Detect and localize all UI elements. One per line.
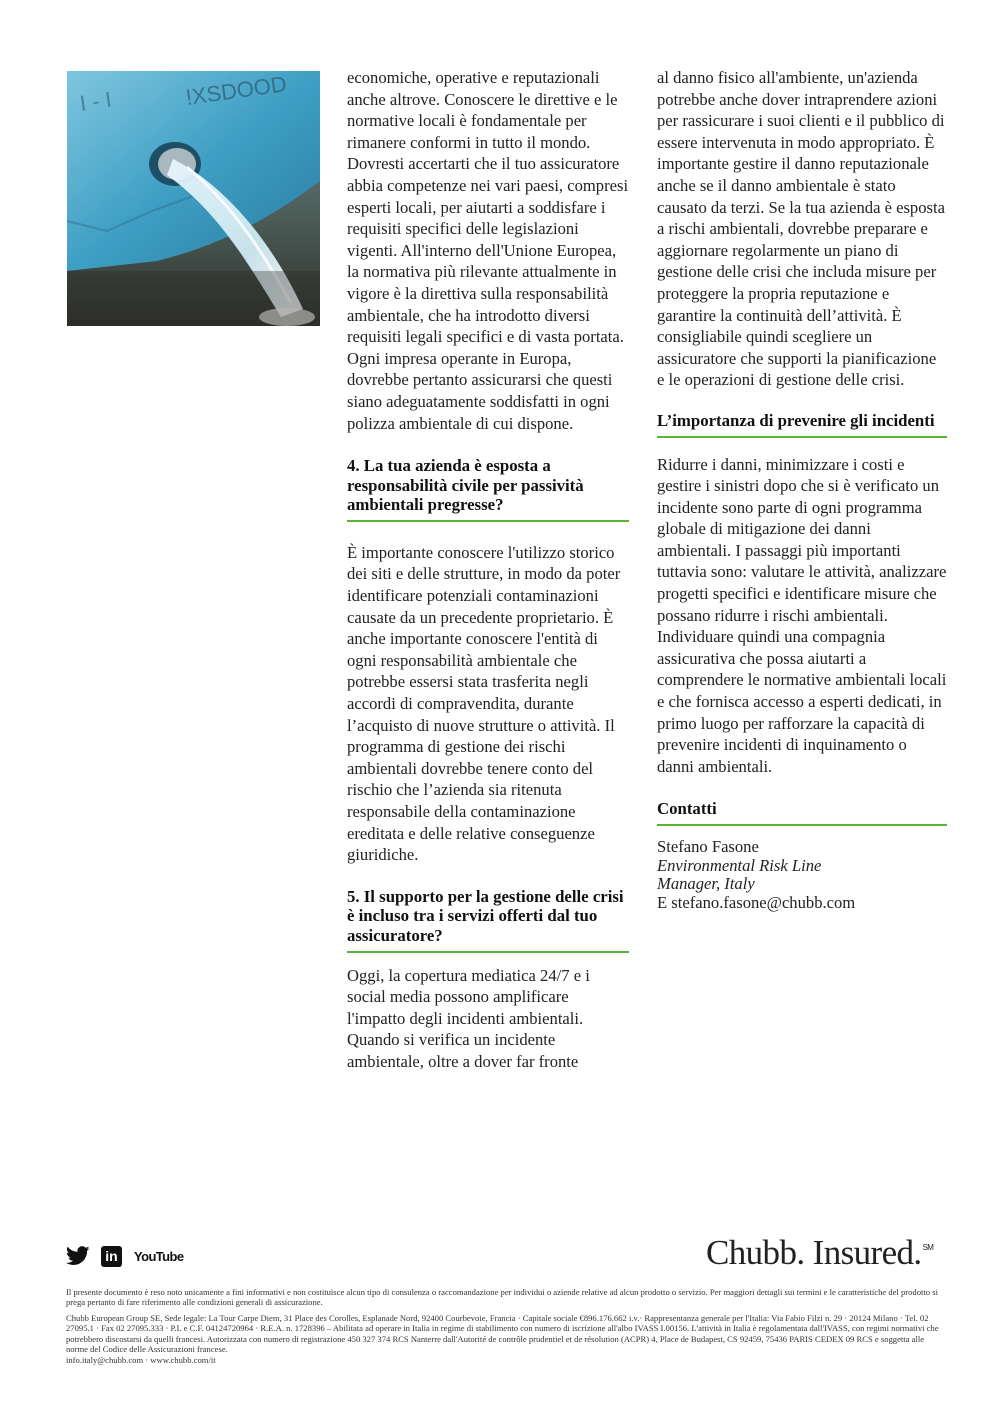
svg-text:I - I: I - I: [78, 86, 114, 116]
paragraph-prevention: Ridurre i danni, minimizzare i costi e gestire i sinistri dopo che si è verificato un incidente sono parte di ogni programma globale di mitigazione dei danni ambientali. I passaggi più importanti tuttavia sono: valutare le attività, analizzare progetti specifici e identificare misure che possano ridurre i rischi ambientali. Individuare quindi una compagnia assicurativa che possa aiutarti a comprendere le normative ambientali locali e che fornisca accesso a esperti dedicati, in primo luogo per rafforzare la capacità di prevenire incidenti di inquinamento o danni ambientali.: [657, 454, 947, 776]
heading-contacts: Contatti: [657, 799, 947, 826]
brand-service-mark: SM: [922, 1243, 934, 1252]
footer-contact-line[interactable]: info.italy@chubb.com · www.chubb.com/it: [66, 1355, 216, 1365]
svg-text:!XSDOOD: !XSDOOD: [184, 71, 289, 110]
paragraph-regulations: economiche, operative e reputazionali anche altrove. Conoscere le direttive e le normative locali è fondamentale per rimanere conformi in tutto il mondo. Dovresti accertarti che il tuo assicuratore abbia competenze nei vari paesi, compresi esperti locali, per aiutarti a soddisfare i requisiti specifici delle legislazioni vigenti. All'interno dell'Unione Europea, la normativa più rilevante attualmente in vigore è la direttiva sulla responsabilità ambientale, che ha introdotto diversi requisiti legali specifici e di vasta portata. Ogni impresa operante in Europa, dovrebbe pertanto assicurarsi che questi siano adeguatamente soddisfatti in ogni polizza ambientale di cui dispone.: [347, 68, 629, 433]
social-links: [66, 1244, 183, 1268]
water-drum-photo: [67, 71, 320, 326]
chubb-insured-logo: [706, 1233, 946, 1273]
contact-email[interactable]: E stefano.fasone@chubb.com: [657, 892, 856, 912]
paragraph-crisis-media: Oggi, la copertura mediatica 24/7 e i social media possono amplificare l'impatto degli incidenti ambientali. Quando si verifica un incidente ambientale, oltre a dover far fronte: [347, 965, 590, 1071]
legal-text: Chubb European Group SE, Sede legale: La Tour Carpe Diem, 31 Place des Corolles, Esplanade Nord, 92400 Courbevoie, Francia · Capitale sociale €896.176.662 i.v.· Rappresentanza generale per l'Italia: Via Fabio Filzi n. 29 · 20124 Milano · Tel. 02 27095.1 · Fax 02 27095.333 · P.I. e C.F. 04124720964 · R.E.A. n. 1728396 – Abilitata ad operare in Italia in regime di stabilimento con numero di iscrizione all'albo IVASS I.00156. L'attività in Italia è regolamentata dall'IVASS, con regimi normativi che potrebbero discostarsi da quelli francesi. Autorizzata con numero di registrazione 450 327 374 RCS Nanterre dall'Autorité de contrôle prudentiel et de résolution (ACPR) 4, Place de Budapest, CS 92459, 75436 PARIS CEDEX 09 RCS e soggetta alle norme del Codice delle Assicurazioni francese.: [66, 1313, 939, 1355]
contact-role-line1: Environmental Risk Line: [657, 855, 822, 875]
paragraph-crisis-management: al danno fisico all'ambiente, un'azienda potrebbe anche dover intraprendere azioni per rassicurare i suoi clienti e il pubblico di essere intervenuta in modo appropriato. È importante gestire il danno reputazionale anche se il danno ambientale è stato causato da terzi. Se la tua azienda è esposta a rischi ambientali, dovrebbe preparare e aggiornare regolarmente un piano di gestione delle crisi che includa misure per proteggere la propria reputazione e garantire la continuità dell’attività. È consigliabile quindi scegliere un assicuratore che supporti la pianificazione e le operazioni di gestione delle crisi.: [657, 68, 945, 390]
heading-question-4: 4. La tua azienda è esposta a responsabilità civile per passività ambientali pregresse?: [347, 456, 629, 522]
linkedin-icon[interactable]: [101, 1246, 122, 1267]
heading-question-5: 5. Il supporto per la gestione delle crisi è incluso tra i servizi offerti dal tuo assicuratore?: [347, 887, 629, 953]
middle-column: [347, 67, 629, 1073]
contact-role-line2: Manager, Italy: [657, 874, 755, 893]
heading-prevention: L’importanza di prevenire gli incidenti: [657, 411, 947, 438]
contact-block: [657, 838, 947, 912]
youtube-icon[interactable]: [134, 1246, 183, 1266]
brand-text: Chubb. Insured.: [706, 1233, 922, 1272]
linkedin-label: in: [105, 1248, 118, 1264]
disclaimer-text: Il presente documento è reso noto unicamente a fini informativi e non costituisce alcun tipo di consulenza o raccomandazione per individui o aziende relative ad alcun prodotto o servizio. Per maggiori dettagli sui termini e le caratteristiche del prodotto si prega pertanto di fare riferimento alle condizioni generali di assicurazione.: [66, 1287, 938, 1308]
right-column: [657, 67, 947, 912]
contact-name: Stefano Fasone: [657, 837, 759, 856]
paragraph-past-liabilities: È importante conoscere l'utilizzo storico dei siti e delle strutture, in modo da poter identificare potenziali contaminazioni causate da un precedente proprietario. È anche importante conoscere l'entità di ogni responsabilità ambientale che potrebbe essersi stata trasferita negli accordi di compravendita, durante l’acquisto di nuove strutture o attività. Il programma di gestione dei rischi ambientali dovrebbe tenere conto del rischio che l’azienda sia ritenuta responsabile della contaminazione ereditata e delle relative conseguenze giuridiche.: [347, 542, 621, 865]
twitter-icon[interactable]: [66, 1246, 90, 1266]
youtube-label: YouTube: [134, 1248, 184, 1264]
water-drum-pouring-icon: [67, 71, 320, 326]
